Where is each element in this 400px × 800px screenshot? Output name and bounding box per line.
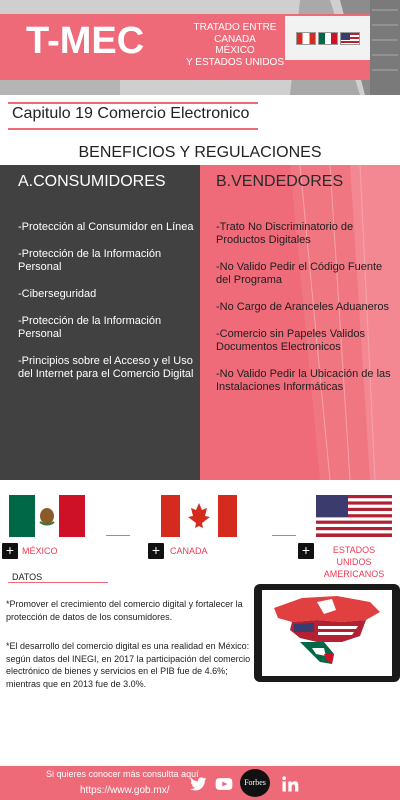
treaty-line: MÉXICO <box>215 45 255 56</box>
datos-paragraph: *El desarrollo del comercio digital es una realidad en México: según datos del INEGI, en 2017 la participación del comercio electrónico de bienes y servicios en el PIB fue de 4.6%; mientras que en 2013 fue de 3.0%. <box>6 641 251 689</box>
mini-flag-canada <box>296 32 316 45</box>
treaty-subtitle <box>180 22 290 68</box>
chapter-line-bottom <box>8 128 258 130</box>
list-item: -Protección al Consumidor en Línea <box>18 221 194 233</box>
consumers-list <box>18 221 194 395</box>
tablet-screen <box>262 590 392 676</box>
canada-flag <box>161 495 237 537</box>
country-label-usa: ESTADOS UNIDOS AMERICANOS <box>323 545 385 579</box>
consumers-heading: A.CONSUMIDORES <box>18 173 166 190</box>
treaty-line: Y ESTADOS UNIDOS <box>186 56 284 68</box>
datos-paragraph: *Promover el crecimiento del comercio digital y fortalecer la protección de datos de los consumidores. <box>6 599 243 622</box>
consumers-panel <box>0 165 200 480</box>
north-america-map <box>262 590 392 676</box>
list-item: -No Valido Pedir la Ubicación de las Instalaciones Informáticas <box>216 368 391 393</box>
mini-flag-mexico <box>318 32 338 45</box>
usa-flag <box>316 495 392 537</box>
treaty-line: CANADA <box>214 33 256 45</box>
plus-icon[interactable]: + <box>148 543 164 559</box>
list-item: -Principios sobre el Acceso y el Uso del Internet para el Comercio Digital <box>18 355 194 380</box>
mexico-flag <box>9 495 85 537</box>
list-item: -Ciberseguridad <box>18 288 97 300</box>
flags-image <box>285 16 370 60</box>
treaty-line: TRATADO ENTRE <box>193 22 277 33</box>
footer-cta: Si quieres conocer más consultta aquí <box>46 769 199 779</box>
forbes-logo[interactable]: Forbes <box>240 769 270 797</box>
footer-bar <box>0 766 400 800</box>
separator-dash <box>272 535 296 536</box>
list-item: -No Cargo de Aranceles Aduaneros <box>216 301 390 313</box>
country-label-mexico: MÉXICO <box>22 546 58 556</box>
chapter-line-top <box>8 102 258 104</box>
linkedin-icon[interactable] <box>280 774 300 794</box>
mini-flag-usa <box>340 32 360 45</box>
sellers-panel <box>200 165 400 480</box>
list-item: -Protección de la Información Personal <box>18 248 162 273</box>
tablet-map-image <box>254 584 400 682</box>
datos-underline <box>8 582 108 583</box>
separator-dash <box>106 535 130 536</box>
header-banner <box>0 0 400 95</box>
twitter-icon[interactable] <box>188 774 208 794</box>
list-item: -Trato No Discriminatorio de Productos Digitales <box>216 221 354 246</box>
youtube-icon[interactable] <box>214 774 234 794</box>
plus-icon[interactable]: + <box>2 543 18 559</box>
sellers-heading: B.VENDEDORES <box>216 173 344 190</box>
list-item: -Protección de la Información Personal <box>18 315 162 340</box>
section-title: BENEFICIOS Y REGULACIONES <box>78 144 322 161</box>
country-label-canada: CANADA <box>170 546 208 556</box>
datos-label: DATOS <box>12 572 43 582</box>
sellers-list <box>216 221 396 408</box>
brand-title: T-MEC <box>26 20 145 62</box>
list-item: -No Valido Pedir el Código Fuente del Programa <box>216 261 383 286</box>
list-item: -Comercio sin Papeles Validos Documentos Electronicos <box>216 328 365 353</box>
footer-url-link[interactable]: https://www.gob.mx/ <box>80 785 170 796</box>
plus-icon[interactable]: + <box>298 543 314 559</box>
chapter-title: Capitulo 19 Comercio Electronico <box>12 105 250 122</box>
